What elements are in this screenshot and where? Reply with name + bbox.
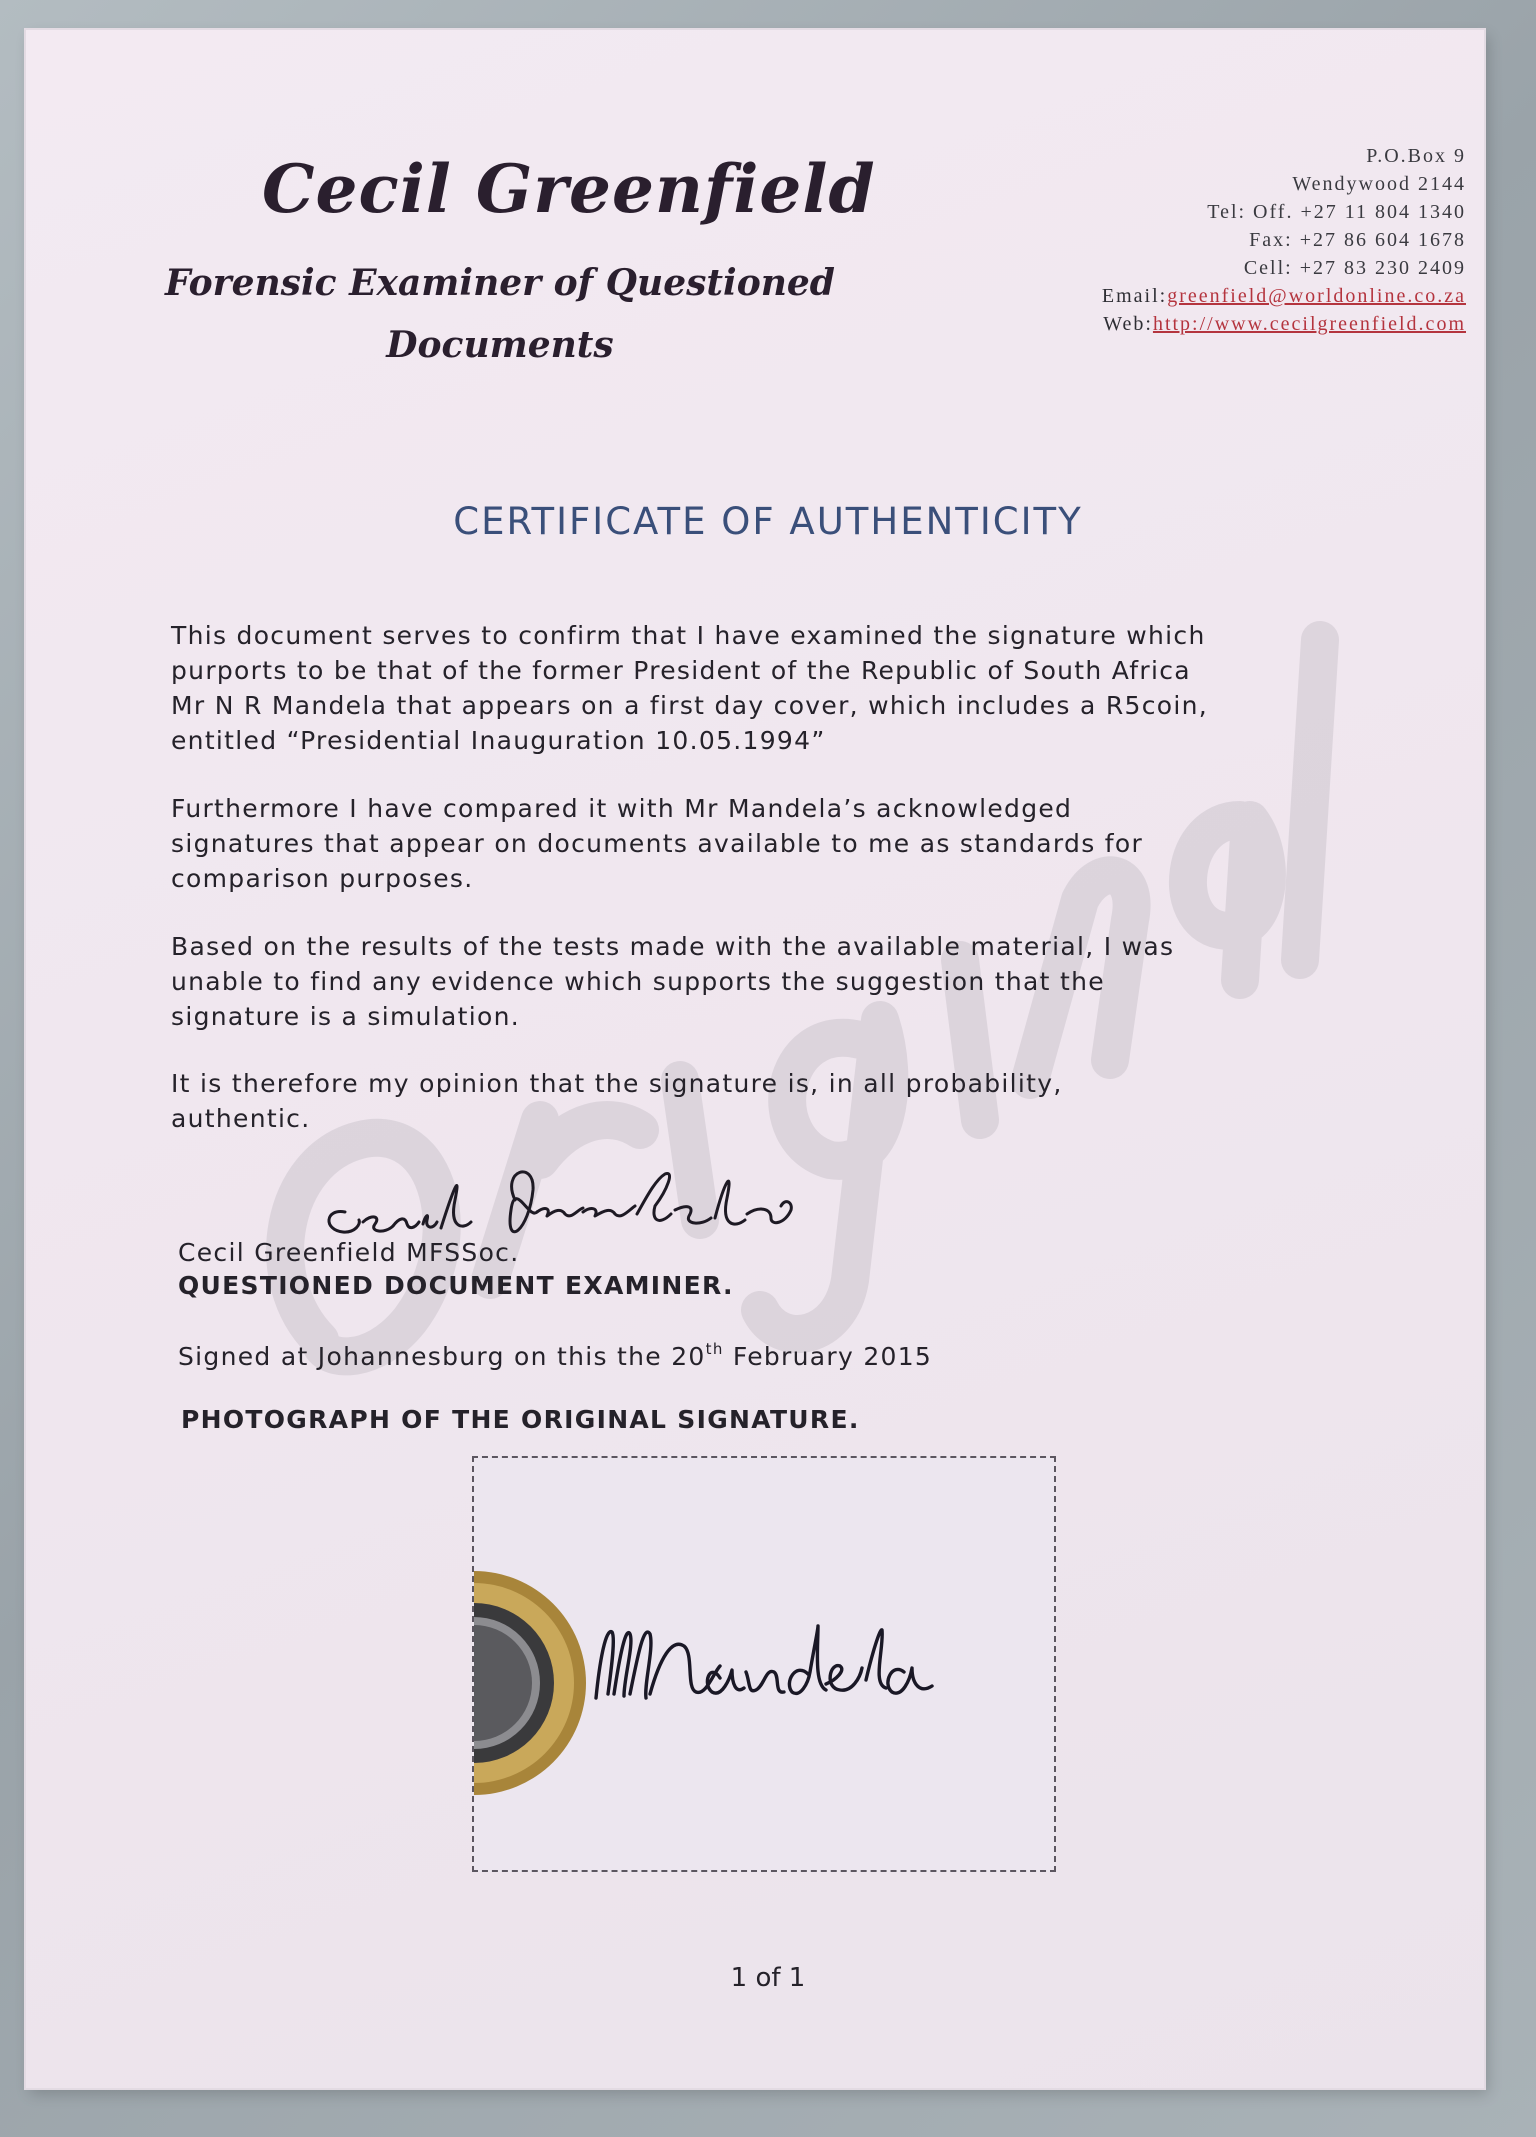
contact-email-label: Email: [1101, 285, 1168, 307]
photo-caption: PHOTOGRAPH OF THE ORIGINAL SIGNATURE. [181, 1405, 860, 1434]
contact-web-row [1102, 310, 1466, 338]
examiner-name: Cecil Greenfield MFSSoc. [178, 1238, 520, 1267]
paragraph-line: signatures that appear on documents available to me as standards for [171, 829, 1144, 858]
contact-tel: Tel: Off. +27 11 804 1340 [1207, 201, 1466, 223]
paragraph-line: Based on the results of the tests made with the available material, I was [171, 932, 1175, 961]
letterhead-subtitle-line1: Forensic Examiner of Questioned [165, 262, 835, 304]
signed-statement [178, 1340, 932, 1371]
paragraph-line: signature is a simulation. [171, 1002, 520, 1031]
page-number: 1 of 1 [730, 1963, 806, 1993]
contact-city: Wendywood 2144 [1292, 173, 1466, 195]
signature-photograph [472, 1456, 1056, 1872]
paragraph-confirmation [171, 618, 1371, 758]
paragraph-line: purports to be that of the former President of the Republic of South Africa [171, 656, 1191, 685]
paragraph-line: comparison purposes. [171, 864, 474, 893]
paragraph-line: Furthermore I have compared it with Mr Mandela’s acknowledged [171, 794, 1073, 823]
contact-fax: Fax: +27 86 604 1678 [1249, 229, 1466, 251]
letterhead-subtitle-line2: Documents [386, 324, 614, 366]
signed-ordinal-suffix: th [705, 1340, 724, 1358]
signature-photo-image [474, 1458, 1056, 1872]
paragraph-line: authentic. [171, 1104, 311, 1133]
certificate-title: CERTIFICATE OF AUTHENTICITY [453, 500, 1083, 543]
paragraph-results [171, 929, 1371, 1034]
letterhead-subtitle [160, 252, 840, 376]
paragraph-line: Mr N R Mandela that appears on a first day cover, which includes a R5coin, [171, 691, 1208, 720]
contact-block [1102, 142, 1466, 338]
contact-web-label: Web: [1103, 313, 1153, 335]
paragraph-line: It is therefore my opinion that the signature is, in all probability, [171, 1069, 1063, 1098]
paragraph-line: entitled “Presidential Inauguration 10.05.1994” [171, 726, 826, 755]
paragraph-line: unable to find any evidence which supports the suggestion that the [171, 967, 1105, 996]
examiner-role: QUESTIONED DOCUMENT EXAMINER. [178, 1271, 734, 1300]
signed-suffix: February 2015 [723, 1342, 933, 1371]
paragraph-comparison [171, 791, 1371, 896]
letterhead-name: Cecil Greenfield [262, 150, 876, 228]
contact-email-row [1102, 282, 1466, 310]
paragraph-opinion [171, 1066, 1371, 1136]
signed-prefix: Signed at Johannesburg on this the 20 [178, 1342, 706, 1371]
contact-po-box: P.O.Box 9 [1366, 145, 1466, 167]
contact-web-link[interactable]: http://www.cecilgreenfield.com [1152, 313, 1466, 335]
contact-email-link[interactable]: greenfield@worldonline.co.za [1167, 285, 1466, 307]
paragraph-line: This document serves to confirm that I have examined the signature which [171, 621, 1206, 650]
contact-cell: Cell: +27 83 230 2409 [1243, 257, 1466, 279]
